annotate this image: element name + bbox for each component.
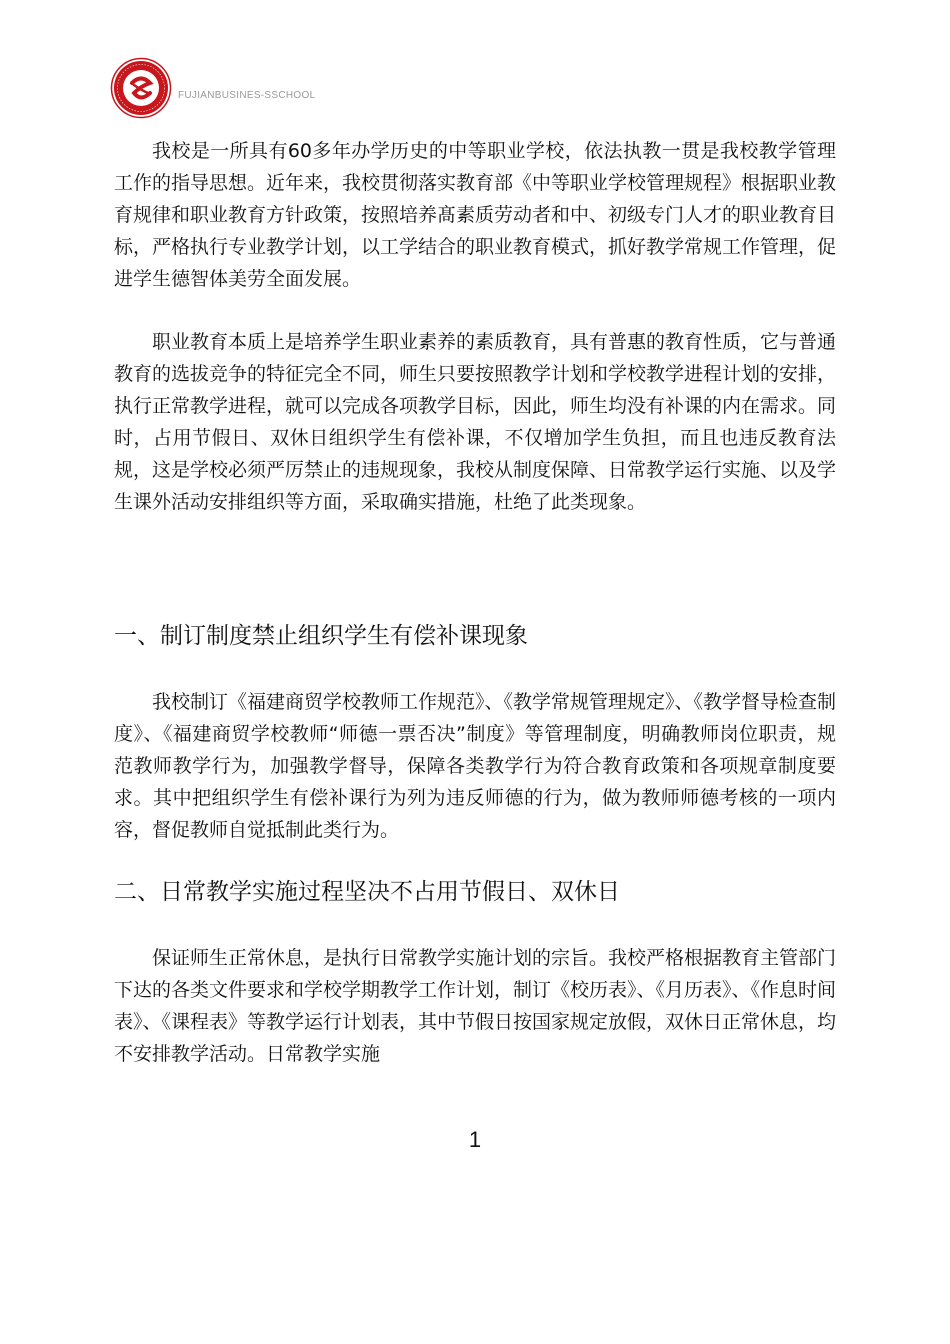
paragraph-intro: 我校是一所具有60多年办学历史的中等职业学校，依法执教一贯是我校教学管理工作的指导思想。近年来，我校贯彻落实教育部《中等职业学校管理规程》根据职业教育规律和职业教育方针政策，按照培养髙素质劳动者和中、初级专门人才的职业教育目标，严格执行专业教学计划，以工学结合的职业教育模式，抓好教学常规工作管理，促进学生德智体美劳全面发展。: [114, 140, 837, 290]
page-header: [110, 57, 510, 127]
school-seal-logo-icon: [110, 57, 172, 119]
paragraph-daily-teaching: 保证师生正常休息，是执行日常教学实施计划的宗旨。我校严格根据教育主管部门下达的各类文件要求和学校学期教学工作计划，制订《校历表》、《月历表》、《作息时间表》、《课程表》等教学运行计划表，其中节假日按国家规定放假，双休日正常休息，均不安排教学活动。日常教学实施: [114, 947, 837, 1065]
paragraph-vocational-nature: 职业教育本质上是培养学生职业素养的素质教育，具有普惠的教育性质，它与普通教育的选拔竞争的特征完全不同，师生只要按照教学计划和学校教学进程计划的安排，执行正常教学进程，就可以完成各项教学目标，因此，师生均没有补课的内在需求。同时，占用节假日、双休日组织学生有偿补课，不仅增加学生负担，而且也违反教育法规，这是学校必须严厉禁止的违规现象，我校从制度保障、日常教学运行实施、以及学生课外活动安排组织等方面，采取确实措施，杜绝了此类现象。: [114, 331, 837, 513]
school-name-english: FUJIANBUSINES-SSCHOOL: [178, 90, 316, 101]
paragraph-regulations: 我校制订《福建商贸学校教师工作规范》、《教学常规管理规定》、《教学督导检查制度》、《福建商贸学校教师“师德一票否决”制度》等管理制度，明确教师岗位职责，规范教师教学行为，加强教学督导，保障各类教学行为符合教育政策和各项规章制度要求。其中把组织学生有偿补课行为列为违反师德的行为，做为教师师德考核的一项内容，督促教师自觉抵制此类行为。: [114, 691, 837, 841]
page-number: 1: [468, 1127, 482, 1152]
section-heading-1: 一、制订制度禁止组织学生有偿补课现象: [114, 623, 528, 649]
section-heading-2: 二、日常教学实施过程坚决不占用节假日、双休日: [114, 879, 620, 905]
